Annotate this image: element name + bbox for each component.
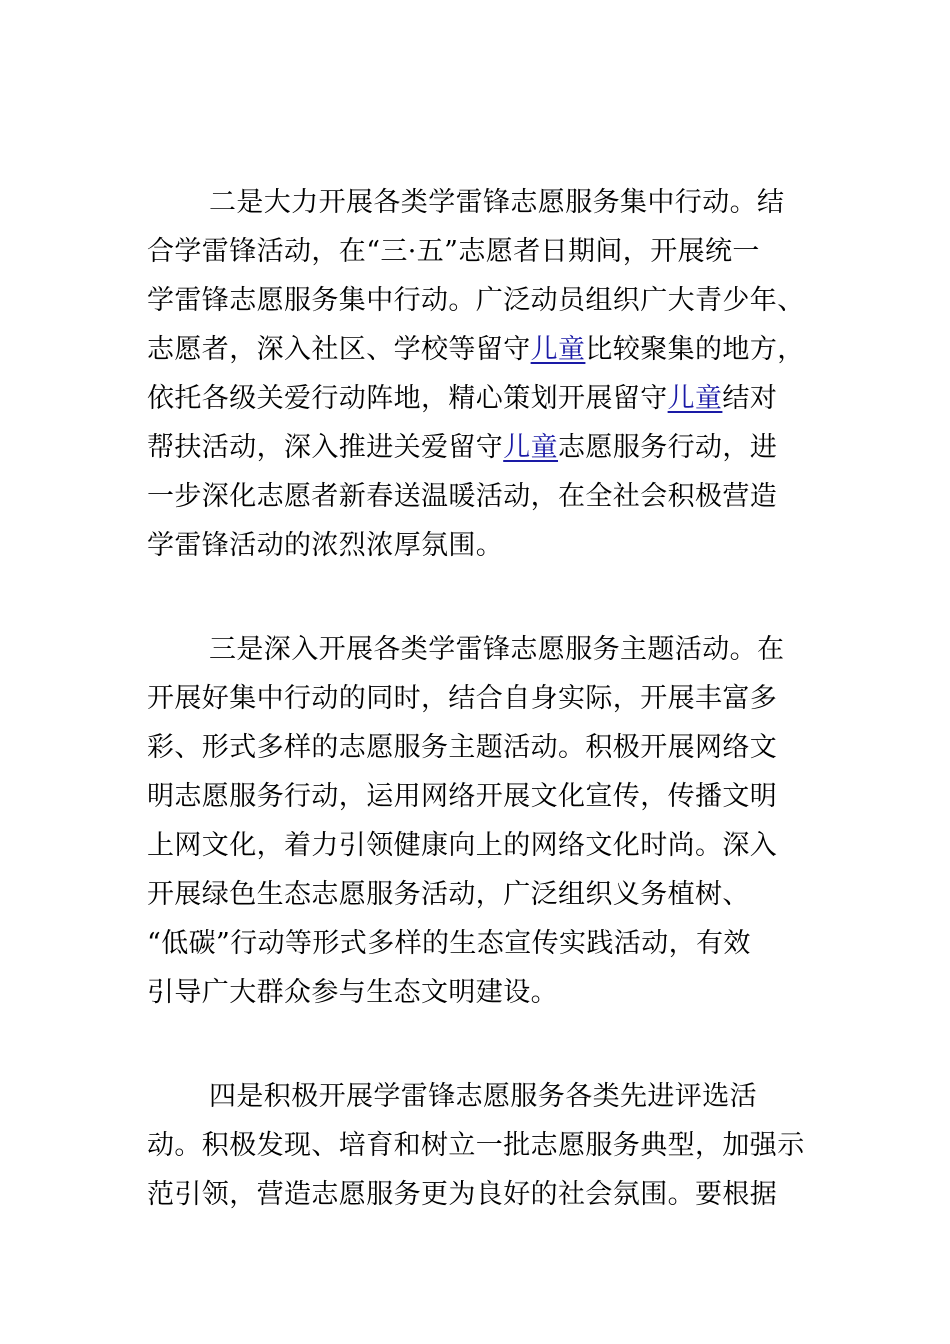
paragraph-line: 四是积极开展学雷锋志愿服务各类先进评选活 — [209, 1081, 757, 1112]
paragraph-line: 开展好集中行动的同时，结合自身实际，开展丰富多 — [147, 683, 778, 714]
text-segment: 帮扶活动，深入推进关爱留守 — [147, 432, 504, 463]
paragraph-line: 学雷锋活动的浓烈浓厚氛围。 — [147, 530, 504, 561]
paragraph-line — [147, 423, 827, 472]
paragraph-line: 范引领，营造志愿服务更为良好的社会氛围。要根据 — [147, 1179, 778, 1210]
keyword-link[interactable]: 儿童 — [667, 383, 723, 414]
paragraph-line: 彩、形式多样的志愿服务主题活动。积极开展网络文 — [147, 732, 778, 763]
paragraph-line: 一步深化志愿者新春送温暖活动，在全社会积极营造 — [147, 481, 778, 512]
text-segment: 比较聚集的地方， — [585, 334, 805, 365]
text-segment: 志愿者，深入社区、学校等留守 — [147, 334, 531, 365]
paragraph-line: 明志愿服务行动，运用网络开展文化宣传，传播文明 — [147, 781, 778, 812]
paragraph-line: 引导广大群众参与生态文明建设。 — [147, 977, 558, 1008]
keyword-link[interactable]: 儿童 — [530, 334, 586, 365]
paragraph-line — [147, 374, 827, 423]
keyword-link[interactable]: 儿童 — [503, 432, 559, 463]
text-segment: 依托各级关爱行动阵地，精心策划开展留守 — [147, 383, 668, 414]
paragraph-line: 上网文化，着力引领健康向上的网络文化时尚。深入 — [147, 830, 778, 861]
text-segment: 结对 — [722, 383, 778, 414]
paragraph-line: 合学雷锋活动，在“三·五”志愿者日期间，开展统一 — [147, 236, 760, 267]
paragraph-line: 二是大力开展各类学雷锋志愿服务集中行动。结 — [209, 187, 785, 218]
paragraph-1 — [147, 178, 827, 570]
paragraph-line: 三是深入开展各类学雷锋志愿服务主题活动。在 — [209, 634, 785, 665]
paragraph-line: 动。积极发现、培育和树立一批志愿服务典型，加强示 — [147, 1130, 805, 1161]
paragraph-line: 开展绿色生态志愿服务活动，广泛组织义务植树、 — [147, 879, 750, 910]
paragraph-2 — [147, 625, 827, 1017]
paragraph-line — [147, 325, 827, 374]
paragraph-line: “低碳”行动等形式多样的生态宣传实践活动，有效 — [147, 928, 751, 959]
paragraph-3 — [147, 1072, 827, 1219]
paragraph-line: 学雷锋志愿服务集中行动。广泛动员组织广大青少年、 — [147, 285, 805, 316]
text-segment: 志愿服务行动，进 — [558, 432, 778, 463]
